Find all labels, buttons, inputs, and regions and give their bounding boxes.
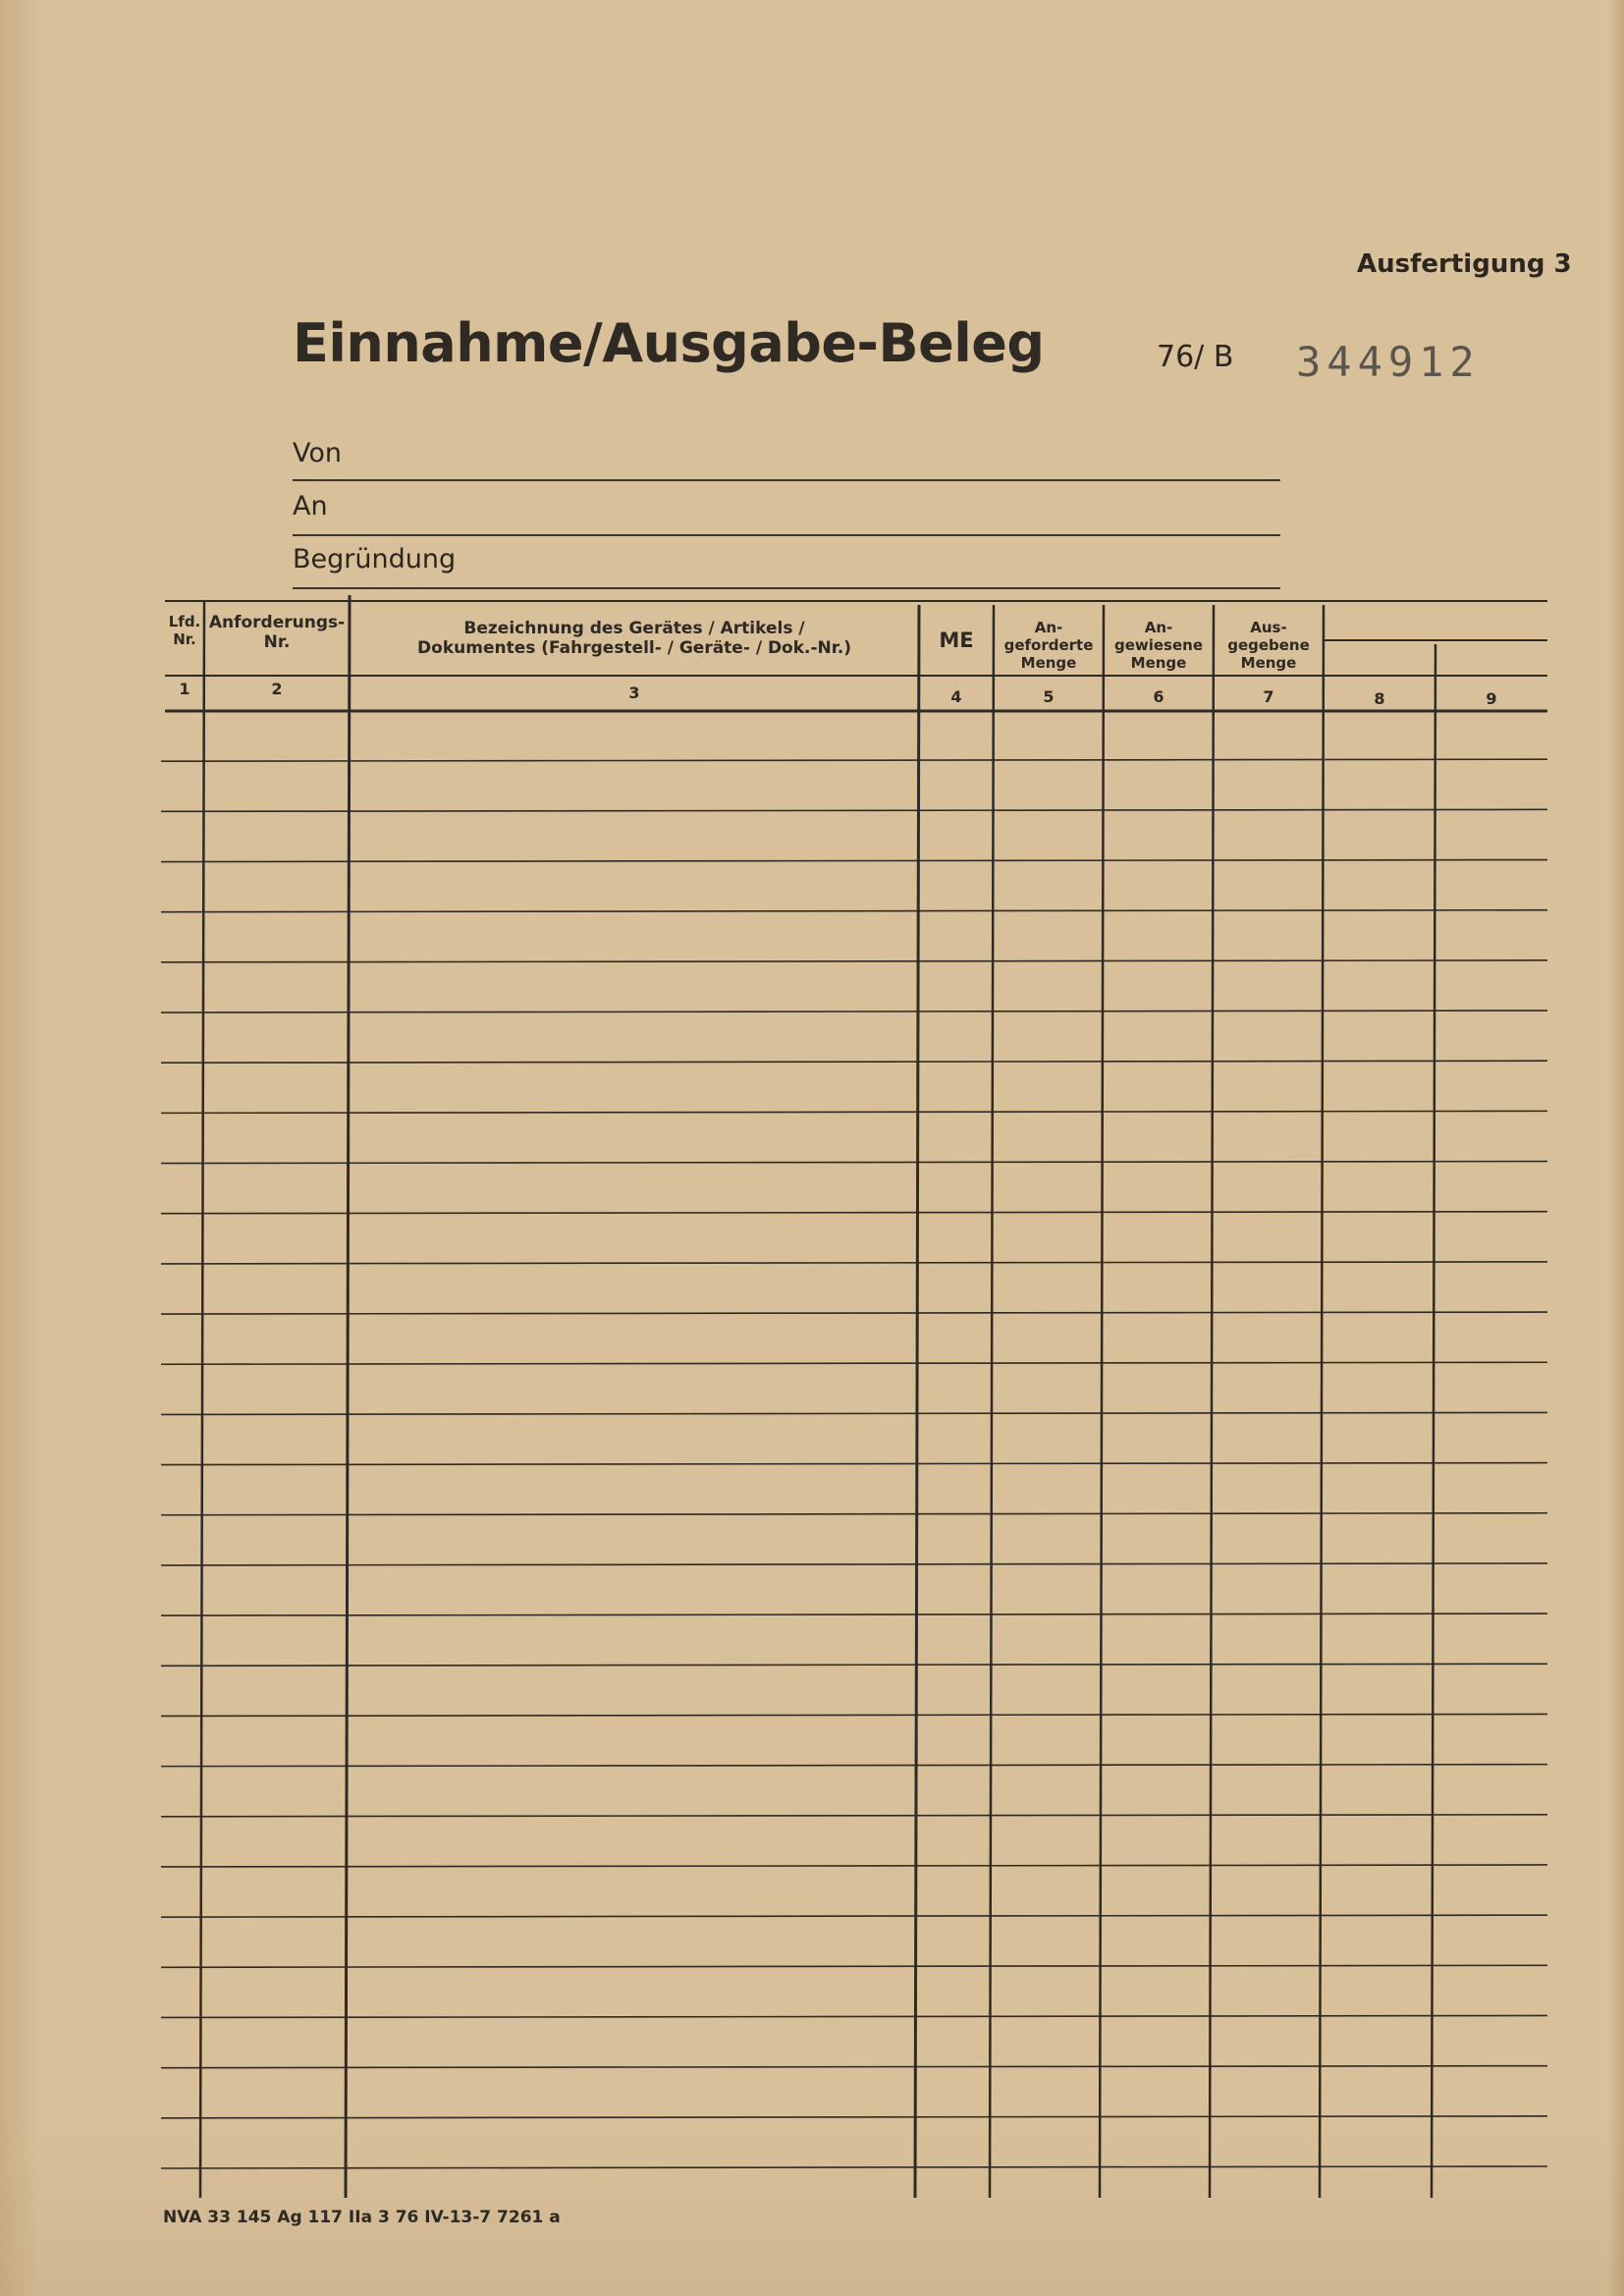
row-line [161,910,1547,912]
header-lfd-nr: Lfd. Nr. [168,613,201,648]
column-line [1100,605,1104,2198]
column-line [200,601,204,2198]
row-line [161,1563,1547,1565]
row-line [161,759,1547,761]
column-number: 4 [950,687,962,706]
row-line [161,960,1547,962]
column-number: 2 [271,680,283,698]
row-line [161,1714,1547,1716]
row-line [161,1011,1547,1012]
copy-label: Ausfertigung 3 [1357,249,1572,279]
column-line [990,605,994,2198]
row-line [161,1162,1547,1164]
form-code: 76/ B [1157,340,1234,374]
an-label: An [293,491,328,521]
row-line [161,1513,1547,1515]
row-line [161,1765,1547,1767]
header-me: ME [939,629,974,652]
begruendung-label: Begründung [293,544,457,574]
header-anforderungs-nr: Anforderungs- Nr. [208,613,346,653]
row-line [161,1212,1547,1214]
column-number: 3 [628,683,640,702]
row-line [161,1312,1547,1314]
row-line [161,1262,1547,1264]
column-line [346,595,350,2198]
print-code: NVA 33 145 Ag 117 IIa 3 76 IV-13-7 7261 a [163,2208,561,2227]
row-line [161,1111,1547,1113]
row-line [161,1815,1547,1817]
header-angeforderte-menge: An- geforderte Menge [1003,619,1094,672]
column-number: 8 [1374,689,1385,708]
column-line [915,605,919,2198]
row-line [161,2066,1547,2068]
row-line [161,1061,1547,1063]
row-line [161,1915,1547,1917]
column-number: 9 [1486,689,1497,708]
column-number: 6 [1153,687,1164,706]
row-line [161,1613,1547,1615]
header-ausgegebene-menge: Aus- gegebene Menge [1227,619,1310,672]
von-label: Von [293,438,343,468]
column-line [1320,605,1324,2198]
form-title: Einnahme/Ausgabe-Beleg [293,312,1045,374]
column-number: 5 [1043,687,1055,706]
row-line [161,1463,1547,1465]
row-line [161,1865,1547,1867]
row-line [161,1412,1547,1414]
column-line [1210,605,1214,2198]
header-angewiesene-menge: An- gewiesene Menge [1113,619,1204,672]
row-line [161,1965,1547,1967]
column-number: 7 [1263,687,1274,706]
row-line [161,2015,1547,2017]
header-bezeichnung: Bezeichnung des Gerätes / Artikels / Dokumentes (Fahrgestell- / Geräte- / Dok.-Nr.) [417,619,851,659]
row-line [161,809,1547,811]
row-line [161,1664,1547,1666]
serial-number: 344912 [1296,338,1481,386]
row-line [161,1362,1547,1364]
row-line [161,2116,1547,2118]
column-number: 1 [179,680,190,698]
row-line [161,2166,1547,2168]
row-line [161,860,1547,862]
